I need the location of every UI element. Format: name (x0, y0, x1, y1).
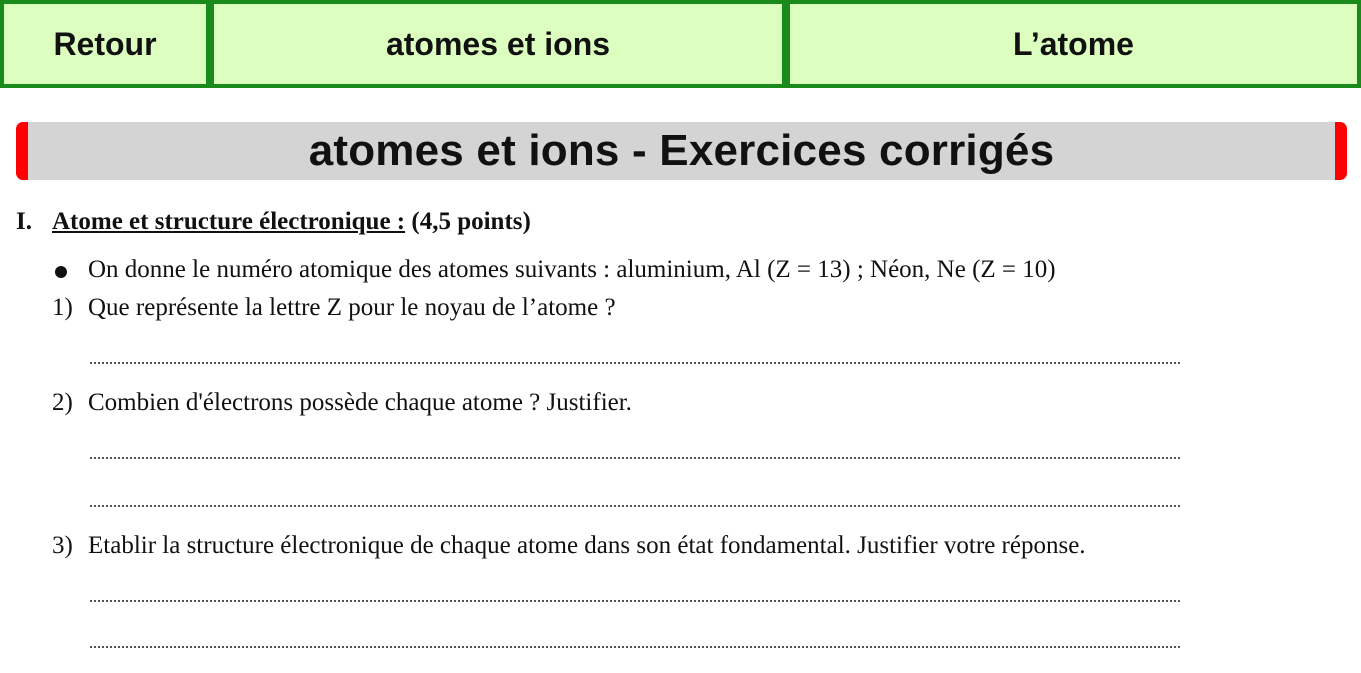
question-1-text: Que représente la lettre Z pour le noyau de l’atome ? (88, 294, 616, 321)
answer-line (90, 505, 1180, 507)
section-number: I. (16, 208, 32, 235)
section-points: (4,5 points) (411, 208, 531, 235)
question-2-number: 2) (52, 389, 73, 416)
question-2-text: Combien d'électrons possède chaque atome ? Justifier. (88, 389, 632, 416)
answer-line (90, 457, 1180, 459)
question-3-number: 3) (52, 532, 73, 559)
section-heading (16, 208, 531, 236)
section-title: Atome et structure électronique : (52, 208, 406, 235)
top-nav (0, 0, 1361, 88)
exercise-document (0, 196, 1361, 673)
answer-line (90, 362, 1180, 364)
answer-line (90, 646, 1180, 648)
back-button[interactable] (0, 0, 210, 88)
question-1-number: 1) (52, 294, 73, 321)
back-button-label: Retour (53, 25, 157, 62)
exercise-intro: On donne le numéro atomique des atomes suivants : aluminium, Al (Z = 13) ; Néon, Ne (Z = 10) (88, 256, 1056, 283)
topic-button[interactable] (210, 0, 786, 88)
question-3-text: Etablir la structure électronique de chaque atome dans son état fondamental. Justifier votre réponse. (88, 532, 1086, 559)
topic-button-label: atomes et ions (385, 25, 611, 62)
answer-line (90, 600, 1180, 602)
bullet-icon (55, 266, 67, 278)
page-title: atomes et ions - Exercices corrigés (308, 126, 1055, 175)
next-lesson-button-label: L’atome (1013, 25, 1134, 62)
page-title-banner (16, 122, 1347, 180)
next-lesson-button[interactable] (786, 0, 1361, 88)
